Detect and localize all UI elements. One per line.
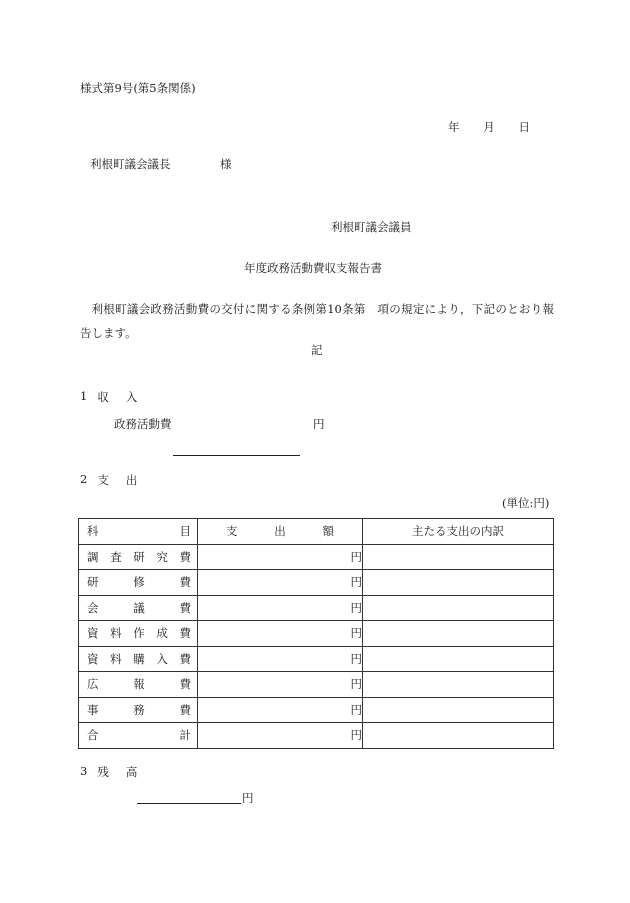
table-header-row — [79, 519, 554, 545]
expense-amount[interactable]: 円 — [198, 544, 363, 570]
header-amount-char: 支 — [226, 524, 238, 539]
section-label-char: 支 — [97, 473, 109, 487]
expense-item-char: 作 — [133, 626, 145, 641]
expense-amount[interactable]: 円 — [198, 570, 363, 596]
expense-item-char: 資 — [87, 626, 99, 641]
expense-breakdown[interactable] — [363, 570, 554, 596]
section-number: 2 — [80, 472, 88, 486]
table-row — [79, 723, 554, 749]
expense-item-char: 費 — [179, 651, 191, 666]
table-row — [79, 646, 554, 672]
balance-unit: 円 — [242, 791, 254, 805]
expense-item-char: 費 — [179, 575, 191, 590]
date-month-label: 月 — [483, 120, 495, 134]
expense-item-char: 費 — [179, 600, 191, 615]
expense-breakdown[interactable] — [363, 723, 554, 749]
expense-item — [79, 570, 198, 596]
section-label — [97, 389, 137, 405]
expense-item-char: 研 — [87, 575, 99, 590]
expense-breakdown[interactable] — [363, 621, 554, 647]
expense-breakdown[interactable] — [363, 595, 554, 621]
expense-item — [79, 621, 198, 647]
expense-item — [79, 697, 198, 723]
expense-item-char: 費 — [179, 677, 191, 692]
expense-item-char: 務 — [133, 702, 145, 717]
section-label — [97, 764, 137, 780]
expense-item-char: 研 — [133, 549, 145, 564]
expense-item — [79, 595, 198, 621]
expense-item-char: 広 — [87, 677, 99, 692]
expense-item-char: 費 — [179, 702, 191, 717]
section-number: 1 — [80, 389, 88, 403]
ki-mark: 記 — [311, 343, 323, 357]
expense-item — [79, 544, 198, 570]
expense-breakdown[interactable] — [363, 697, 554, 723]
section-label — [97, 472, 137, 488]
section-balance-heading — [80, 764, 137, 780]
section-label-char: 残 — [97, 765, 109, 779]
expense-item-char: 費 — [179, 626, 191, 641]
expense-item-char: 報 — [133, 677, 145, 692]
expense-amount[interactable]: 円 — [198, 723, 363, 749]
income-underline — [173, 455, 300, 456]
report-title: 年度政務活動費収支報告書 — [244, 261, 382, 275]
section-label-char: 出 — [125, 473, 138, 487]
section-label-char: 高 — [125, 765, 138, 779]
section-expense-heading — [80, 472, 137, 488]
expense-item-char: 購 — [133, 651, 145, 666]
expense-item-char: 入 — [156, 651, 168, 666]
expense-item-char: 事 — [87, 702, 99, 717]
expense-table — [78, 518, 554, 749]
expense-amount[interactable]: 円 — [198, 697, 363, 723]
header-item-char: 科 — [87, 524, 99, 539]
expense-item-char: 修 — [133, 575, 145, 590]
expense-amount[interactable]: 円 — [198, 646, 363, 672]
table-row — [79, 595, 554, 621]
expense-item-char: 調 — [87, 549, 99, 564]
table-row — [79, 672, 554, 698]
date-line — [448, 119, 530, 135]
income-unit: 円 — [313, 417, 325, 431]
balance-underline — [137, 803, 241, 804]
table-row — [79, 570, 554, 596]
expense-item — [79, 672, 198, 698]
sender-title: 利根町議会議員 — [331, 220, 412, 234]
expense-breakdown[interactable] — [363, 544, 554, 570]
expense-item-char: 合 — [87, 728, 99, 743]
section-income-heading — [80, 389, 137, 405]
table-row — [79, 697, 554, 723]
expense-breakdown[interactable] — [363, 646, 554, 672]
expense-amount[interactable]: 円 — [198, 595, 363, 621]
expense-item-char: 料 — [110, 626, 122, 641]
expense-item — [79, 723, 198, 749]
body-paragraph: 利根町議会政務活動費の交付に関する条例第10条第 項の規定により，下記のとおり報告します。 — [80, 302, 554, 340]
expense-item-char: 計 — [179, 728, 191, 743]
expense-item-char: 査 — [110, 549, 122, 564]
table-row — [79, 544, 554, 570]
header-item-char: 目 — [179, 524, 191, 539]
expense-item-char: 費 — [179, 549, 191, 564]
date-year-label: 年 — [448, 120, 460, 134]
expense-item-char: 会 — [87, 600, 99, 615]
unit-note: (単位:円) — [502, 496, 550, 510]
expense-item-char: 資 — [87, 651, 99, 666]
expense-amount[interactable]: 円 — [198, 672, 363, 698]
form-number: 様式第9号(第5条関係) — [80, 81, 196, 95]
section-number: 3 — [80, 764, 88, 778]
expense-breakdown[interactable] — [363, 672, 554, 698]
expense-item — [79, 646, 198, 672]
expense-item-char: 議 — [133, 600, 145, 615]
header-amount-char: 出 — [274, 524, 286, 539]
date-day-label: 日 — [518, 120, 530, 134]
section-label-char: 入 — [125, 390, 138, 404]
expense-item-char: 成 — [156, 626, 168, 641]
header-item — [79, 519, 198, 545]
header-amount-char: 額 — [322, 524, 334, 539]
expense-item-char: 料 — [110, 651, 122, 666]
income-label: 政務活動費 — [114, 417, 172, 431]
expense-item-char: 究 — [156, 549, 168, 564]
addressee-name: 利根町議会議長 — [90, 157, 171, 171]
addressee-honorific: 様 — [220, 157, 232, 171]
header-amount — [198, 519, 363, 545]
table-row — [79, 621, 554, 647]
expense-amount[interactable]: 円 — [198, 621, 363, 647]
section-label-char: 収 — [97, 390, 109, 404]
header-breakdown: 主たる支出の内訳 — [363, 519, 554, 545]
